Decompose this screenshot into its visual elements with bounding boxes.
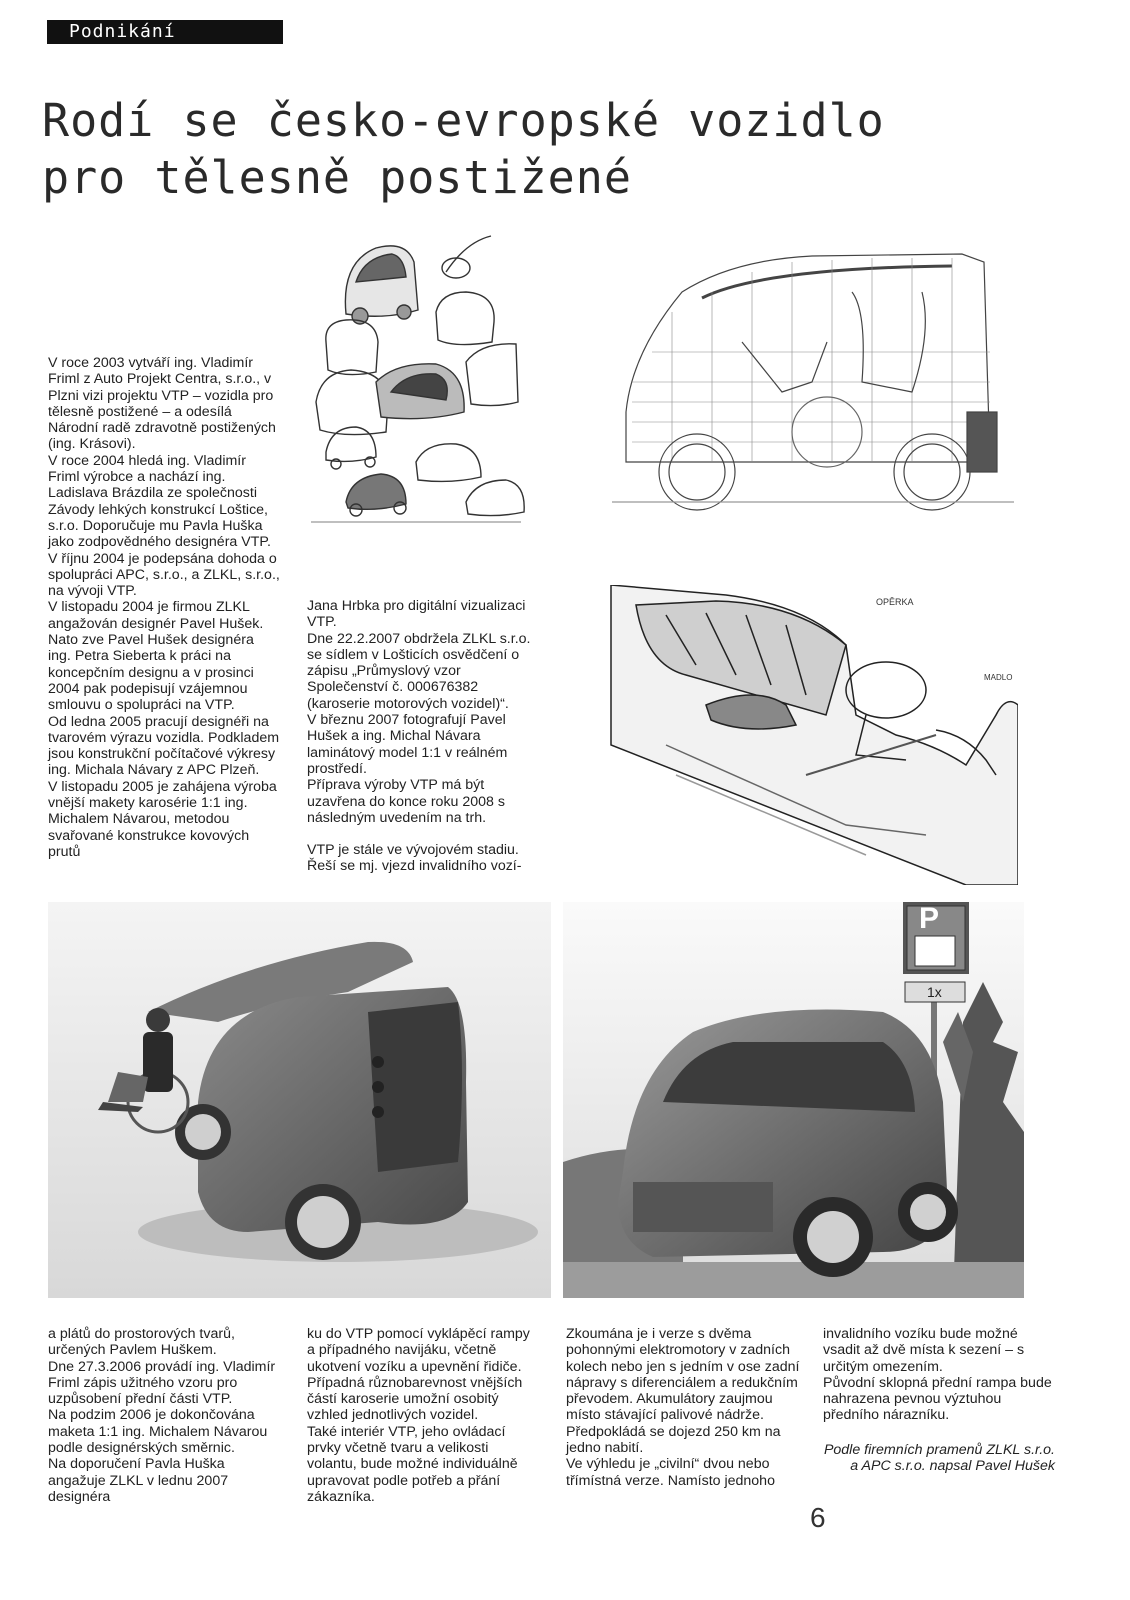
text-column-1 — [48, 355, 280, 860]
paragraph: V roce 2004 hledá ing. Vladimír Friml výrobce a nachází ing. Ladislava Brázdila ze společnosti Závody lehkých konstrukcí Loštice, s.r.o. Doporučuje mu Pavla Huška jako zodpovědného designéra VTP. — [48, 452, 271, 551]
paragraph: a plátů do prostorových tvarů, určených Pavlem Huškem. — [48, 1326, 235, 1359]
technical-drawing-figure — [612, 232, 1014, 528]
paragraph: Na podzim 2006 je dokončována maketa 1:1 ing. Michalem Návarou podle designérských směrnic. — [48, 1407, 268, 1457]
paragraph: V roce 2003 vytváří ing. Vladimír Friml z Auto Projekt Centra, s.r.o., v Plzni vizi projektu VTP – vozidla pro tělesně postižené – a odesílá Národní radě zdravotně postižených (ing. Krásovi). — [48, 355, 276, 453]
text-column-bottom-3 — [566, 1326, 800, 1489]
paragraph: ku do VTP pomocí vyklápěcí rampy a případného navijáku, včetně ukotvení vozíku a upevnění řidiče. — [307, 1326, 530, 1375]
paragraph: Dne 27.3.2006 provádí ing. Vladimír Friml zápis užitného vzoru pro uzpůsobení přední části VTP. — [48, 1358, 276, 1408]
interior-sketch-figure — [606, 585, 1018, 885]
article-title — [42, 92, 1042, 206]
paragraph: Od ledna 2005 pracují designéři na tvarovém výrazu vozidla. Podkladem jsou konstrukční počítačové výkresy ing. Michala Návary z APC Plzeň. — [48, 713, 280, 779]
paragraph: Původní sklopná přední rampa bude nahrazena pevnou výztuhou předního nárazníku. — [823, 1374, 1052, 1424]
text-column-2 — [307, 598, 539, 875]
paragraph: Také interiér VTP, jeho ovládací prvky včetně tvaru a velikosti volantu, bude možné individuálně upravovat podle potřeb a přání zákazníka. — [307, 1423, 518, 1505]
author-credit: Podle firemních pramenů ZLKL s.r.o. a APC s.r.o. napsal Pavel Hušek — [823, 1441, 1055, 1475]
paragraph: Jana Hrbka pro digitální vizualizaci VTP. — [307, 598, 526, 631]
title-line-1: Rodí se česko-evropské vozidlo — [42, 94, 885, 147]
paragraph: Zkoumána je i verze s dvěma pohonnými elektromotory v zadních kolech nebo jen s jedním v ose zadní nápravy s diferenciálem a redukčním převodem. Akumulátory zaujmou místo stávající palivové nádrže. Předpokládá se dojezd 250 km na jedno nabití. — [566, 1326, 800, 1457]
parking-sign-plate: 1x — [927, 984, 942, 1000]
vehicle-parking-photo — [563, 902, 1024, 1298]
paragraph: V listopadu 2004 je firmou ZLKL angažován designér Pavel Hušek. Nato zve Pavel Hušek designéra ing. Petra Sieberta k práci na koncepčním designu a v prosinci 2004 pak podepisují vzájemnou smlouvu o spolupráci na VTP. — [48, 599, 264, 714]
paragraph: invalidního vozíku bude možné vsadit až dvě místa k sezení – s určitým omezením. — [823, 1326, 1025, 1375]
parking-sign-letter: P — [919, 902, 940, 935]
page-number: 6 — [810, 1502, 826, 1533]
paragraph: V říjnu 2004 je podepsána dohoda o spolupráci APC, s.r.o., a ZLKL, s.r.o., na vývoji VTP. — [48, 550, 280, 600]
concept-sketches-figure — [306, 222, 531, 532]
section-label: Podnikání — [47, 20, 283, 44]
paragraph-spacer — [307, 826, 539, 842]
text-column-bottom-4 — [823, 1326, 1055, 1474]
vehicle-render-photo — [48, 902, 551, 1298]
paragraph: Na doporučení Pavla Huška angažuje ZLKL v lednu 2007 designéra — [48, 1456, 229, 1505]
paragraph: Případná různobarevnost vnějších částí karoserie umožní osobitý vzhled jednotlivých vozidel. — [307, 1374, 523, 1424]
paragraph: Dne 22.2.2007 obdržela ZLKL s.r.o. se sídlem v Lošticích osvědčení o zápisu „Průmyslový vzor Společenství č. 000676382 (karoserie motorových vozidel)“. — [307, 630, 531, 712]
paragraph: V listopadu 2005 je zahájena výroba vnější makety karosérie 1:1 ing. Michalem Návarou, metodou svařované konstrukce kovových prutů — [48, 778, 277, 860]
text-column-bottom-2 — [307, 1326, 539, 1505]
paragraph: VTP je stále ve vývojovém stadiu. Řeší se mj. vjezd invalidního vozí- — [307, 842, 522, 875]
title-line-2: pro tělesně postižené — [42, 151, 632, 204]
paragraph: Příprava výroby VTP má být uzavřena do konce roku 2008 s následným uvedením na trh. — [307, 777, 505, 826]
text-column-bottom-1 — [48, 1326, 280, 1505]
label-opierka: OPĚRKA — [876, 597, 914, 607]
paragraph: V březnu 2007 fotografují Pavel Hušek a ing. Michal Návara laminátový model 1:1 v reálném prostředí. — [307, 712, 508, 777]
label-madlo: MADLO — [984, 673, 1013, 682]
paragraph: Ve výhledu je „civilní“ dvou nebo třímístná verze. Namísto jednoho — [566, 1456, 775, 1489]
